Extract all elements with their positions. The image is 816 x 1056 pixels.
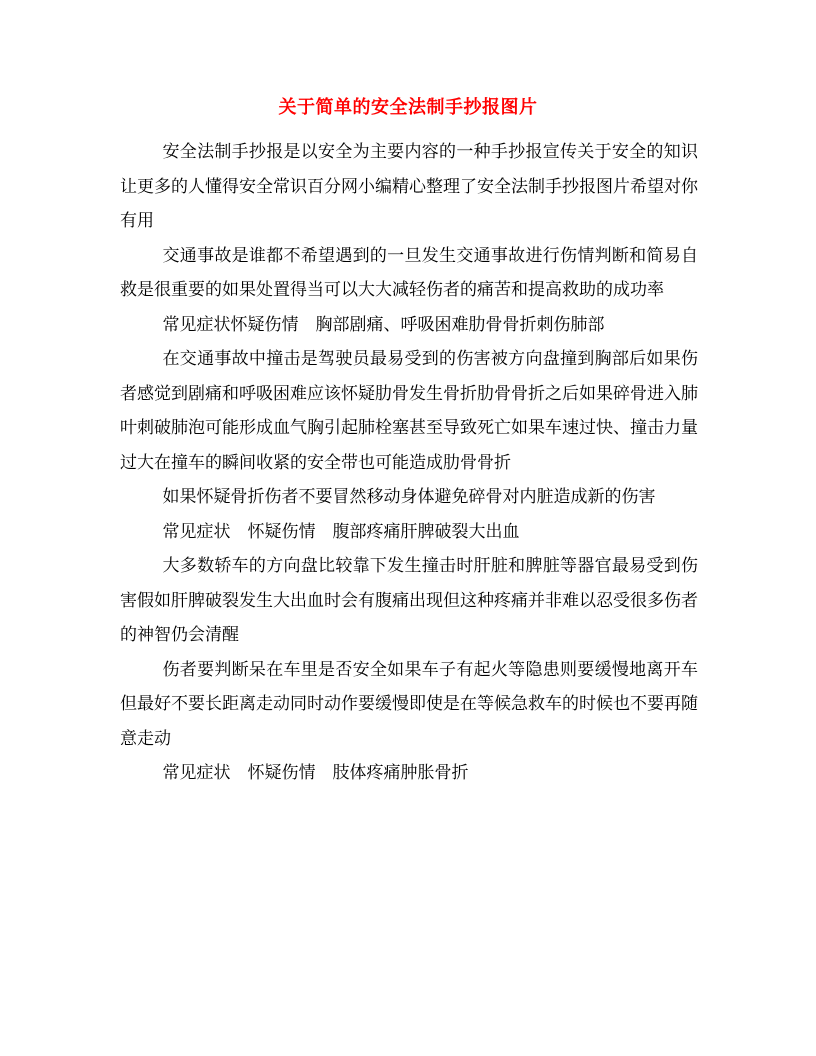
document-body bbox=[120, 135, 698, 791]
paragraph-symptom-chest: 常见症状怀疑伤情 胸部剧痛、呼吸困难肋骨骨折刺伤肺部 bbox=[162, 314, 605, 335]
paragraph-symptom-abdomen: 常见症状 怀疑伤情 腹部疼痛肝脾破裂大出血 bbox=[162, 521, 520, 542]
document-title: 关于简单的安全法制手抄报图片 bbox=[278, 97, 538, 118]
paragraph-traffic-accident: 交通事故是谁都不希望遇到的一旦发生交通事故进行伤情判断和简易自救是很重要的如果处置得当可以大大减轻伤者的痛苦和提高救助的成功率 bbox=[120, 245, 698, 300]
paragraph-fracture-advice: 如果怀疑骨折伤者不要冒然移动身体避免碎骨对内脏造成新的伤害 bbox=[162, 487, 656, 507]
paragraph-leave-vehicle: 伤者要判断呆在车里是否安全如果车子有起火等隐患则要缓慢地离开车但最好不要长距离走动同时动作要缓慢即使是在等候急救车的时候也不要再随意走动 bbox=[120, 659, 698, 749]
paragraph-chest-injury: 在交通事故中撞击是驾驶员最易受到的伤害被方向盘撞到胸部后如果伤者感觉到剧痛和呼吸困难应该怀疑肋骨发生骨折肋骨骨折之后如果碎骨进入肺叶刺破肺泡可能形成血气胸引起肺栓塞甚至导致死亡如果车速过快、撞击力量过大在撞车的瞬间收紧的安全带也可能造成肋骨骨折 bbox=[120, 349, 698, 473]
paragraph-intro: 安全法制手抄报是以安全为主要内容的一种手抄报宣传关于安全的知识让更多的人懂得安全常识百分网小编精心整理了安全法制手抄报图片希望对你有用 bbox=[120, 142, 698, 231]
paragraph-symptom-limb: 常见症状 怀疑伤情 肢体疼痛肿胀骨折 bbox=[162, 763, 469, 783]
paragraph-abdomen-injury: 大多数轿车的方向盘比较靠下发生撞击时肝脏和脾脏等器官最易受到伤害假如肝脾破裂发生大出血时会有腹痛出现但这种疼痛并非难以忍受很多伤者的神智仍会清醒 bbox=[120, 556, 698, 645]
